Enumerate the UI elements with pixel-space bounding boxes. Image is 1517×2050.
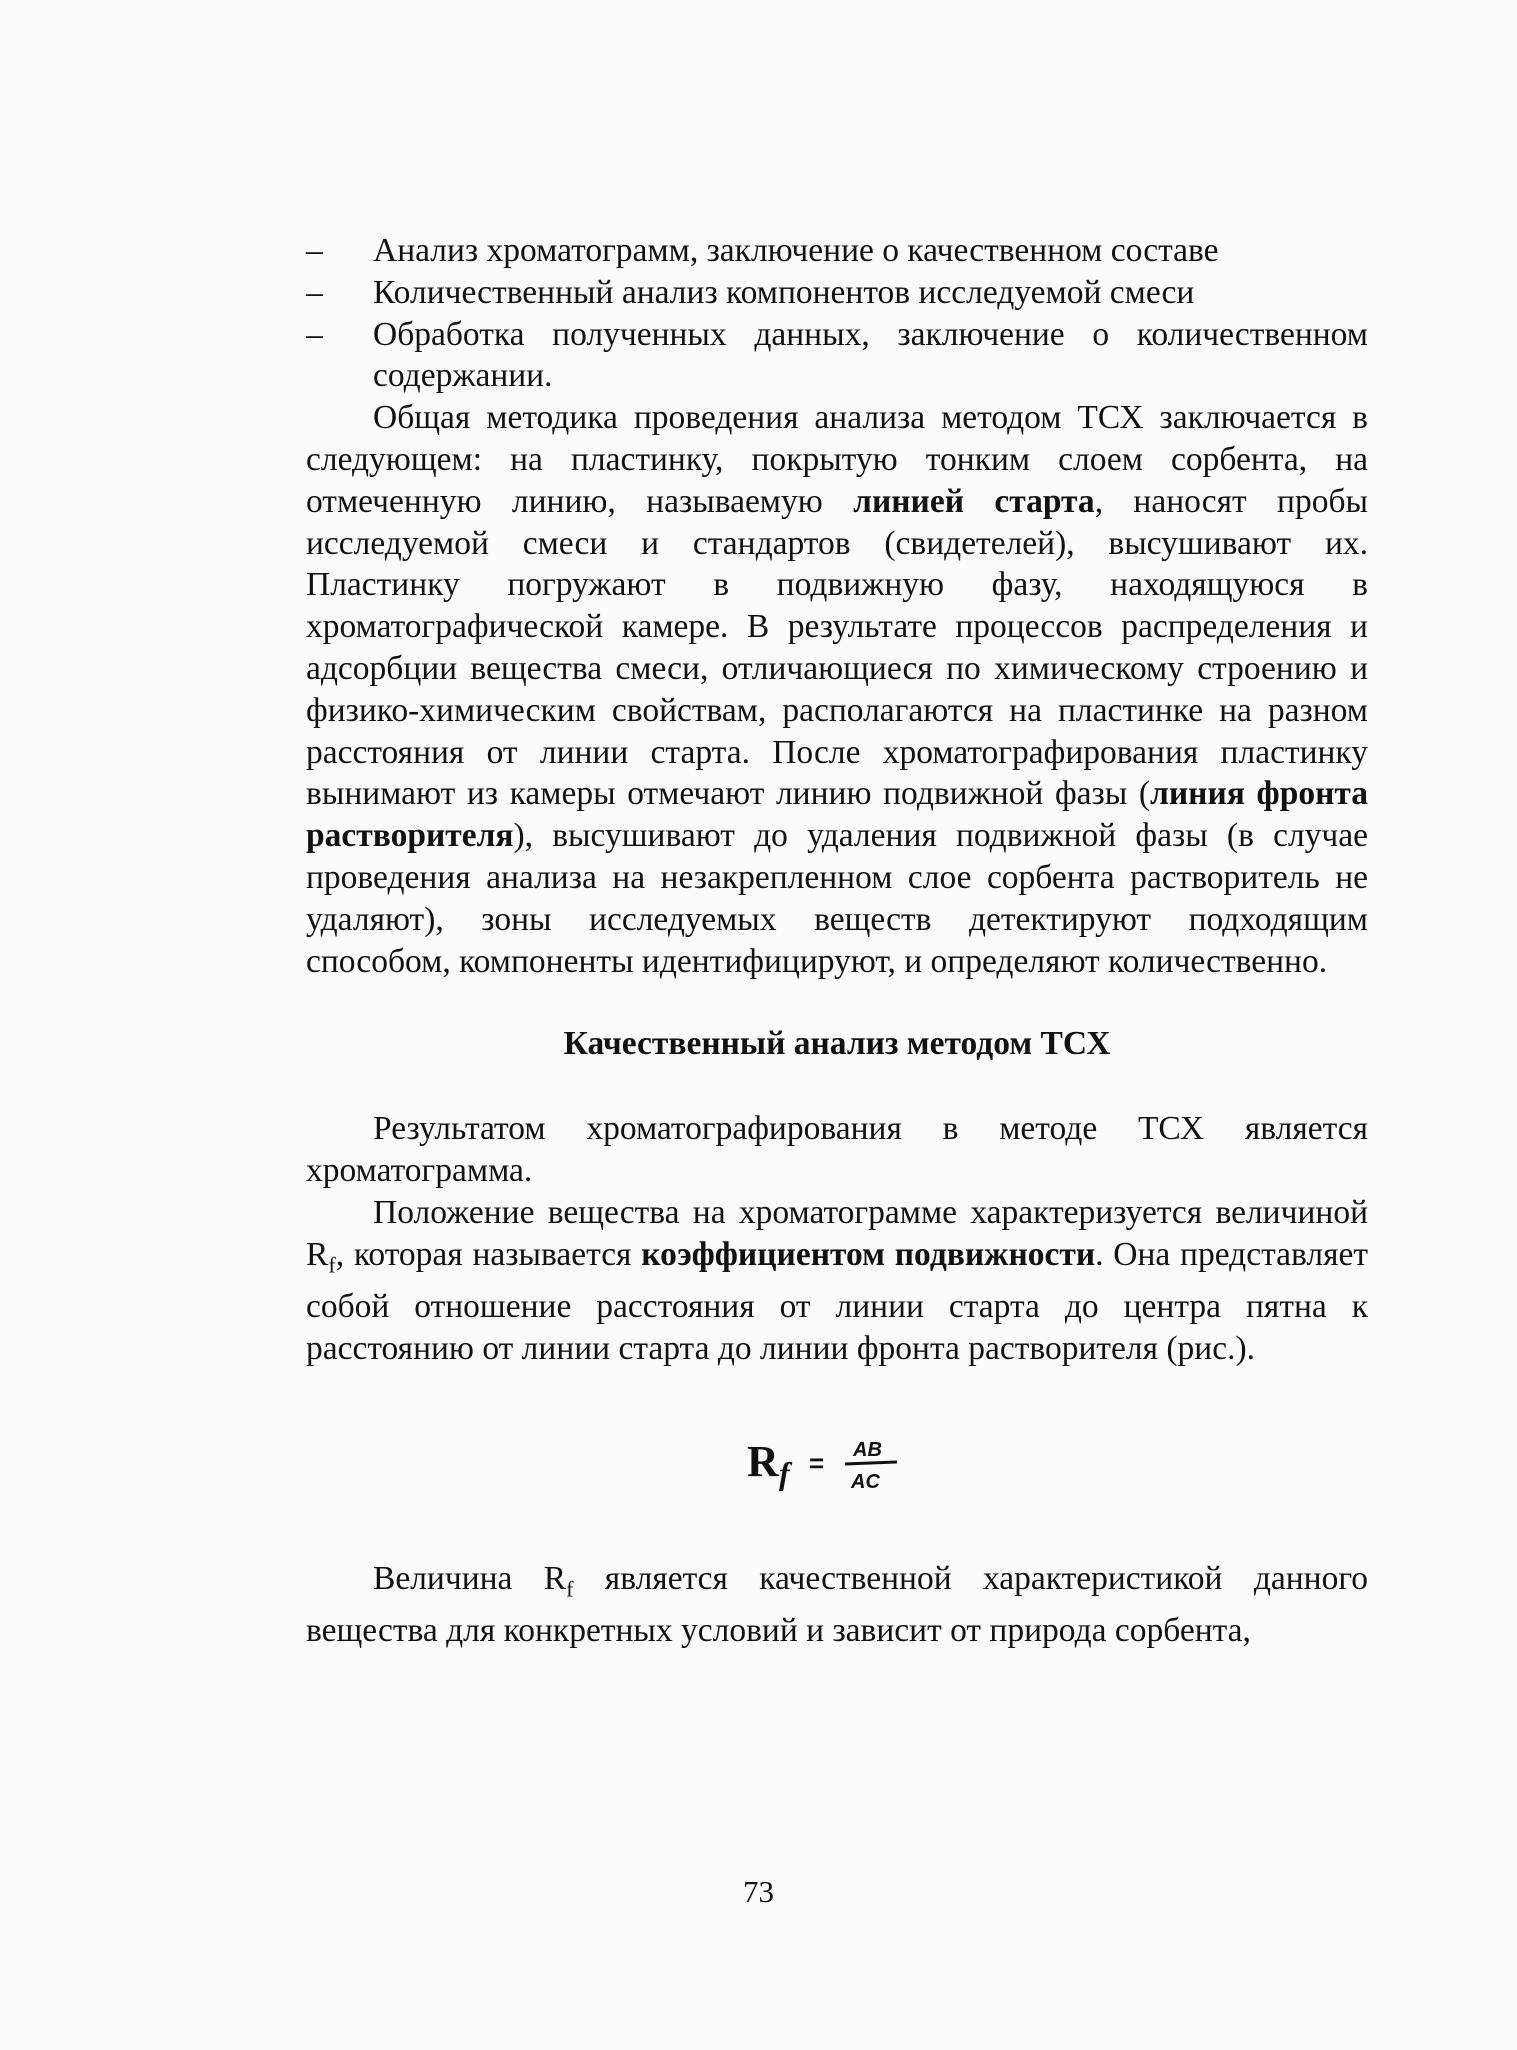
list-item-text: Обработка полученных данных, заключение о количественном содержании. <box>373 315 1368 395</box>
method-steps-list <box>306 230 1368 397</box>
subscript: f <box>566 1576 574 1602</box>
paragraph-text: Величина R <box>373 1559 567 1597</box>
chromatogram-paragraph: Результатом хроматографирования в методе ТСХ является хроматограмма. <box>306 1110 1368 1189</box>
list-dash: – <box>306 232 323 269</box>
formula-equals: = <box>809 1447 825 1478</box>
list-dash: – <box>306 315 323 353</box>
formula-lhs-subscript: f <box>779 1454 790 1491</box>
paragraph-text: ), высушивают до удаления подвижной фазы (в случае проведения анализа на незакрепленном слое сорбента растворитель не удаляют), зоны исследуемых веществ детектируют подходящим способом, компоненты идентифицируют, и определяют количественно. <box>306 817 1368 980</box>
rf-formula-graphic <box>737 1422 937 1500</box>
rf-characteristic-paragraph <box>306 1558 1368 1652</box>
subscript: f <box>328 1252 336 1278</box>
list-item-text: Количественный анализ компонентов исследуемой смеси <box>373 273 1195 311</box>
paragraph-text: , которая называется <box>335 1235 642 1273</box>
rf-formula <box>306 1422 1368 1500</box>
term-solvent-front-line: линия фронта растворителя <box>306 775 1368 855</box>
formula-numerator: AB <box>853 1438 882 1461</box>
method-paragraph <box>306 397 1368 982</box>
paragraph-text: Общая методика проведения анализа методом ТСХ заключается в следующем: на пластинку, покрытую тонким слоем сорбента, на отмеченную линию, называемую <box>306 399 1368 520</box>
section-heading: Качественный анализ методом ТСХ <box>563 1025 1111 1063</box>
fraction-bar <box>845 1462 897 1464</box>
rf-definition-paragraph <box>306 1192 1368 1370</box>
page-content <box>306 230 1368 1652</box>
list-item-text: Анализ хроматограмм, заключение о качественном составе <box>373 232 1219 269</box>
formula-denominator: AC <box>851 1470 880 1493</box>
page-number: 73 <box>743 1874 774 1909</box>
paragraph-text: Положение вещества на хроматограмме характеризуется величиной R <box>306 1193 1368 1273</box>
list-item <box>306 272 1368 314</box>
term-start-line: линией старта <box>853 482 1095 520</box>
list-item <box>306 314 1368 398</box>
paragraph-text: . Она представляет собой отношение расстояния от линии старта до центра пятна к расстоянию от линии старта до линии фронта растворителя (рис.). <box>306 1235 1369 1367</box>
list-item <box>306 230 1368 272</box>
list-dash: – <box>306 273 323 311</box>
formula-lhs: R <box>747 1436 779 1486</box>
paragraph-text: является качественной характеристикой данного вещества для конкретных условий и зависит от природа сорбента, <box>306 1559 1368 1650</box>
term-mobility-coefficient: коэффициентом подвижности <box>641 1235 1096 1273</box>
paragraph-text: , наносят пробы исследуемой смеси и стандартов (свидетелей), высушивают их. Пластинку погружают в подвижную фазу, находящуюся в хроматографической камере. В результате процессов распределения и адсорбции вещества смеси, отличающиеся по химическому строению и физико-химическим свойствам, располагаются на пластинке на разном расстояния от линии старта. После хроматографирования пластинку вынимают из камеры отмечают линию подвижной фазы ( <box>306 482 1368 813</box>
